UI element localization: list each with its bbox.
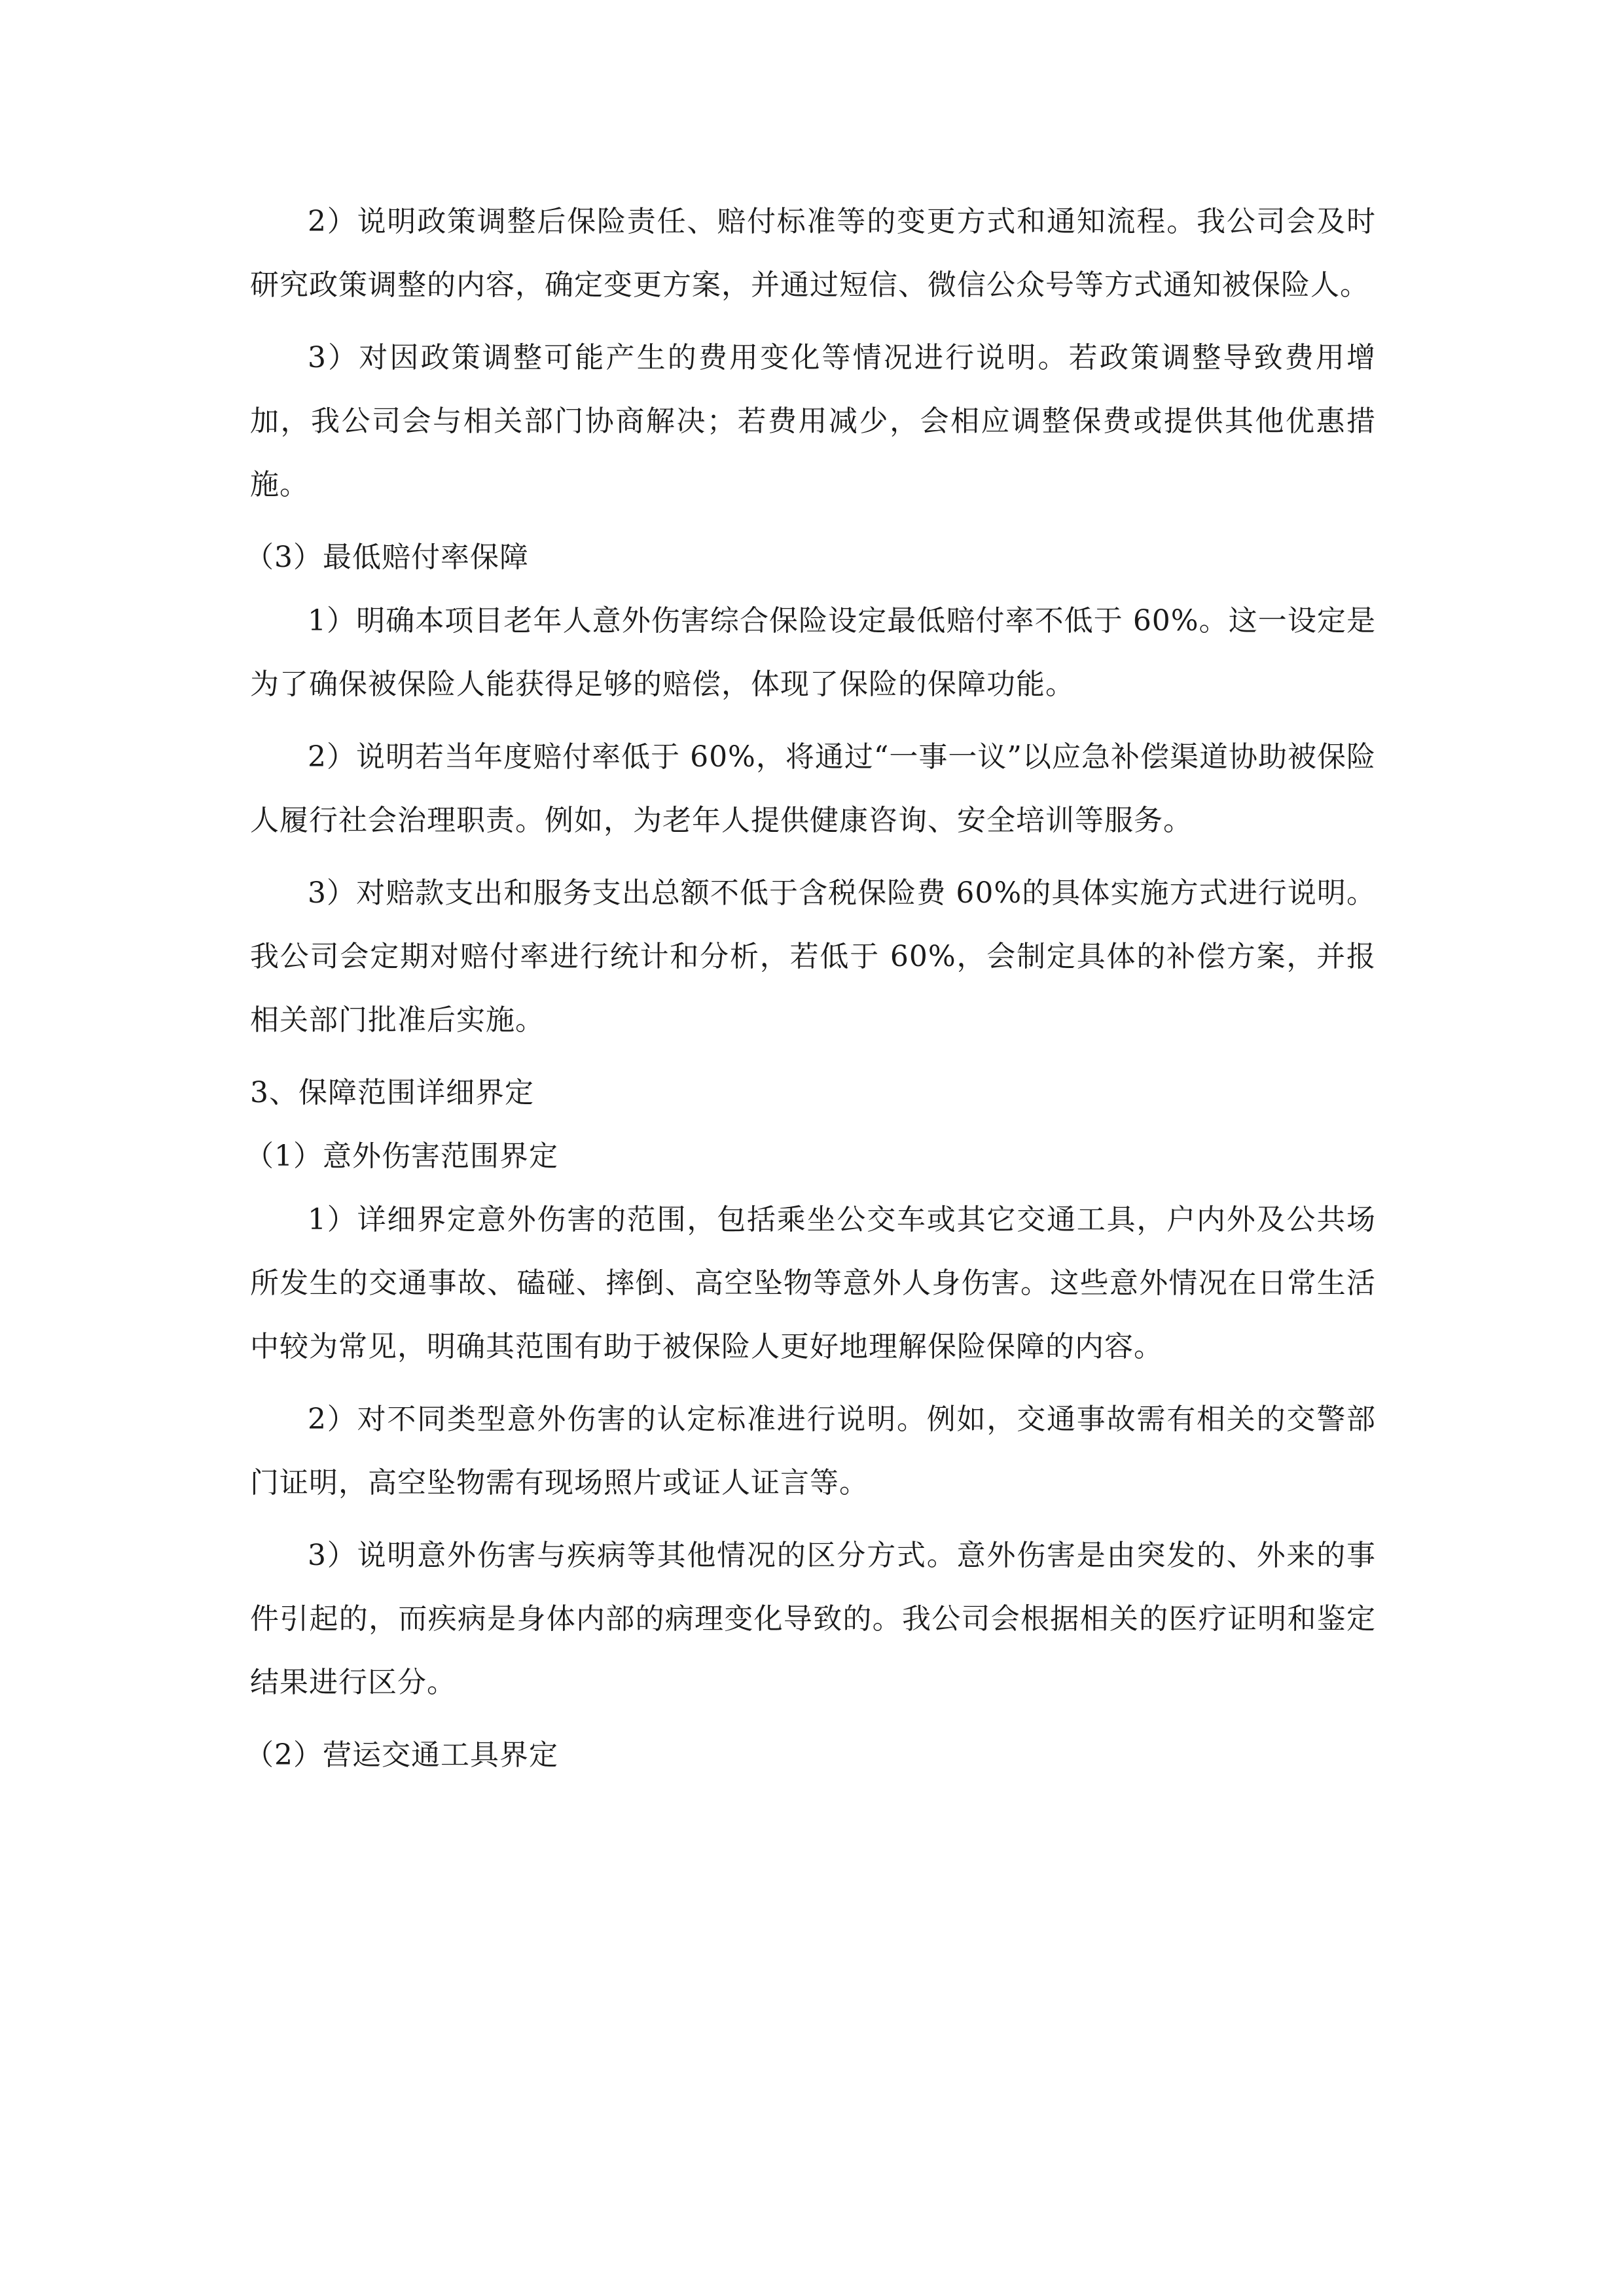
paragraph-min-payout-rate-definition: 1）明确本项目老年人意外伤害综合保险设定最低赔付率不低于 60%。这一设定是为了确保被保险人能获得足够的赔偿，体现了保险的保障功能。 — [250, 604, 1376, 701]
paragraph-accident-criteria: 2）对不同类型意外伤害的认定标准进行说明。例如，交通事故需有相关的交警部门证明，高空坠物需有现场照片或证人证言等。 — [250, 1403, 1376, 1499]
section-heading-accident-scope: （1）意外伤害范围界定 — [245, 1139, 558, 1173]
paragraph-policy-change-notice: 2）说明政策调整后保险责任、赔付标准等的变更方式和通知流程。我公司会及时研究政策调整的内容，确定变更方案，并通过短信、微信公众号等方式通知被保险人。 — [250, 205, 1376, 302]
paragraph-accident-vs-disease: 3）说明意外伤害与疾病等其他情况的区分方式。意外伤害是由突发的、外来的事件引起的，而疾病是身体内部的病理变化导致的。我公司会根据相关的医疗证明和鉴定结果进行区分。 — [250, 1539, 1376, 1699]
paragraph-low-payout-measures: 2）说明若当年度赔付率低于 60%，将通过“一事一议”以应急补偿渠道协助被保险人履行社会治理职责。例如，为老年人提供健康咨询、安全培训等服务。 — [250, 740, 1376, 837]
paragraph-payout-implementation: 3）对赔款支出和服务支出总额不低于含税保险费 60%的具体实施方式进行说明。我公司会定期对赔付率进行统计和分析，若低于 60%，会制定具体的补偿方案，并报相关部门批准后实施。 — [250, 876, 1376, 1037]
section-heading-coverage-scope: 3、保障范围详细界定 — [250, 1076, 534, 1109]
section-heading-min-payout-rate: （3）最低赔付率保障 — [245, 541, 529, 574]
document-body — [245, 190, 1376, 1787]
section-heading-commercial-transport: （2）营运交通工具界定 — [245, 1738, 558, 1772]
paragraph-accident-scope-definition: 1）详细界定意外伤害的范围，包括乘坐公交车或其它交通工具，户内外及公共场所发生的交通事故、磕碰、摔倒、高空坠物等意外人身伤害。这些意外情况在日常生活中较为常见，明确其范围有助于被保险人更好地理解保险保障的内容。 — [250, 1203, 1376, 1363]
paragraph-policy-cost-change: 3）对因政策调整可能产生的费用变化等情况进行说明。若政策调整导致费用增加，我公司会与相关部门协商解决；若费用减少，会相应调整保费或提供其他优惠措施。 — [250, 341, 1376, 501]
